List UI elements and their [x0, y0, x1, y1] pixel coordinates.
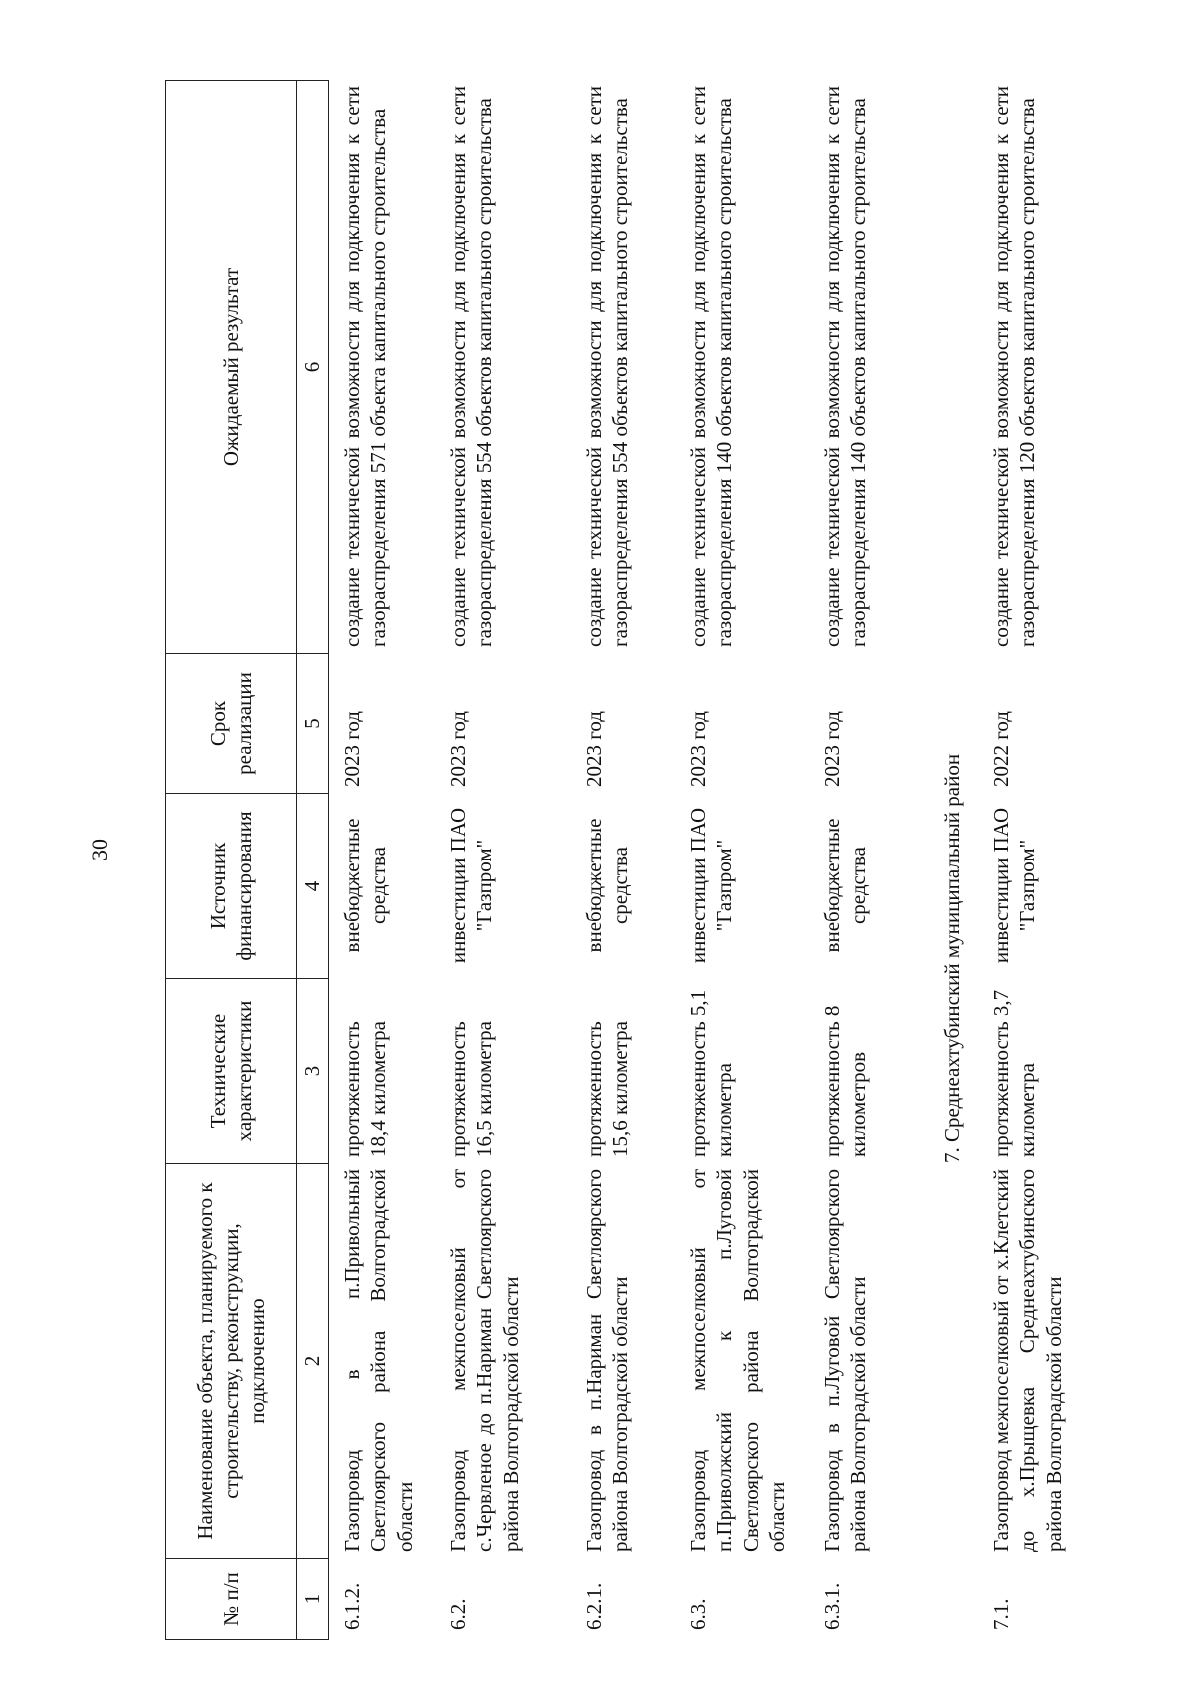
row-source: инвестиции ПАО "Газпром"	[989, 807, 1040, 964]
row-term: 2022 год	[989, 711, 1013, 787]
section-title: 7. Среднеахтубинский муниципальный район	[940, 753, 964, 1163]
rotated-table	[165, 80, 965, 1640]
header-source: Источник финансирования	[165, 793, 297, 978]
row-result: создание технической возможности для подключения к сети газораспределения 554 объектов капитального строительства	[582, 86, 633, 647]
col-number: 2	[297, 1163, 329, 1558]
row-num: 6.3.1.	[820, 1582, 844, 1630]
row-name: Газопровод в п.Нариман Светлоярского района Волгоградской области	[582, 1169, 633, 1552]
page-number: 30	[87, 839, 112, 861]
table-row	[445, 80, 524, 1640]
col-number: 6	[297, 80, 329, 653]
header-term: Срок реализации	[165, 653, 297, 793]
table-header	[165, 80, 297, 1640]
row-result: создание технической возможности для подключения к сети газораспределения 554 объектов капитального строительства	[446, 86, 497, 647]
table-row	[339, 80, 418, 1640]
row-num: 7.1.	[989, 1598, 1013, 1630]
row-name: Газопровод межпоселковый от с.Червленое до п.Нариман Светлоярского района Волгоградской области	[446, 1169, 523, 1552]
row-result: создание технической возможности для подключения к сети газораспределения 140 объектов капитального строительства	[686, 86, 737, 647]
row-tech: протяженность 8 километров	[820, 1005, 871, 1157]
table-row	[581, 80, 634, 1640]
row-result: создание технической возможности для подключения к сети газораспределения 571 объекта капитального строительства	[340, 86, 391, 647]
column-numbers	[297, 80, 329, 1640]
row-term: 2023 год	[446, 711, 470, 787]
col-number: 5	[297, 653, 329, 793]
row-result: создание технической возможности для подключения к сети газораспределения 120 объектов капитального строительства	[989, 86, 1040, 647]
rotated-table-section-7	[940, 80, 1200, 1640]
row-name: Газопровод межпоселковый от п.Приволжский к п.Луговой Светлоярского района Волгоградской области	[686, 1169, 789, 1552]
row-tech: протяженность 15,6 километра	[582, 1021, 633, 1157]
row-source: внебюджетные средства	[582, 818, 633, 953]
row-tech: протяженность 18,4 километра	[340, 1021, 391, 1157]
header-name: Наименование объекта, планируемого к строительству, реконструкции, подключению	[165, 1163, 297, 1558]
row-source: внебюджетные средства	[820, 818, 871, 953]
header-tech: Технические характеристики	[165, 978, 297, 1163]
row-term: 2023 год	[582, 711, 606, 787]
row-name: Газопровод межпоселковый от х.Клетский до х.Прыщевка Среднеахтубинского района Волгоградской области	[989, 1169, 1066, 1552]
table-row	[685, 80, 790, 1640]
col-number: 1	[297, 1558, 329, 1640]
row-num: 6.2.1.	[582, 1582, 606, 1630]
row-source: внебюджетные средства	[340, 818, 391, 953]
row-name: Газопровод в п.Луговой Светлоярского района Волгоградской области	[820, 1169, 871, 1552]
row-num: 6.3.	[686, 1598, 710, 1630]
row-term: 2023 год	[686, 711, 710, 787]
col-number: 4	[297, 793, 329, 978]
row-tech: протяженность 5,1 километра	[686, 989, 737, 1157]
row-term: 2023 год	[340, 711, 364, 787]
row-name: Газопровод в п.Привольный Светлоярского района Волгоградской области	[340, 1169, 417, 1552]
row-result: создание технической возможности для подключения к сети газораспределения 140 объектов капитального строительства	[820, 86, 871, 647]
header-result: Ожидаемый результат	[165, 80, 297, 653]
table-row	[819, 80, 872, 1640]
table-row	[988, 80, 1067, 1640]
row-source: инвестиции ПАО "Газпром"	[686, 807, 737, 964]
col-number: 3	[297, 978, 329, 1163]
row-tech: протяженность 16,5 километра	[446, 1021, 497, 1157]
row-tech: протяженность 3,7 километра	[989, 989, 1040, 1157]
header-num: № п/п	[165, 1558, 297, 1640]
row-num: 6.2.	[446, 1598, 470, 1630]
row-num: 6.1.2.	[340, 1582, 364, 1630]
row-term: 2023 год	[820, 711, 844, 787]
row-source: инвестиции ПАО "Газпром"	[446, 807, 497, 964]
